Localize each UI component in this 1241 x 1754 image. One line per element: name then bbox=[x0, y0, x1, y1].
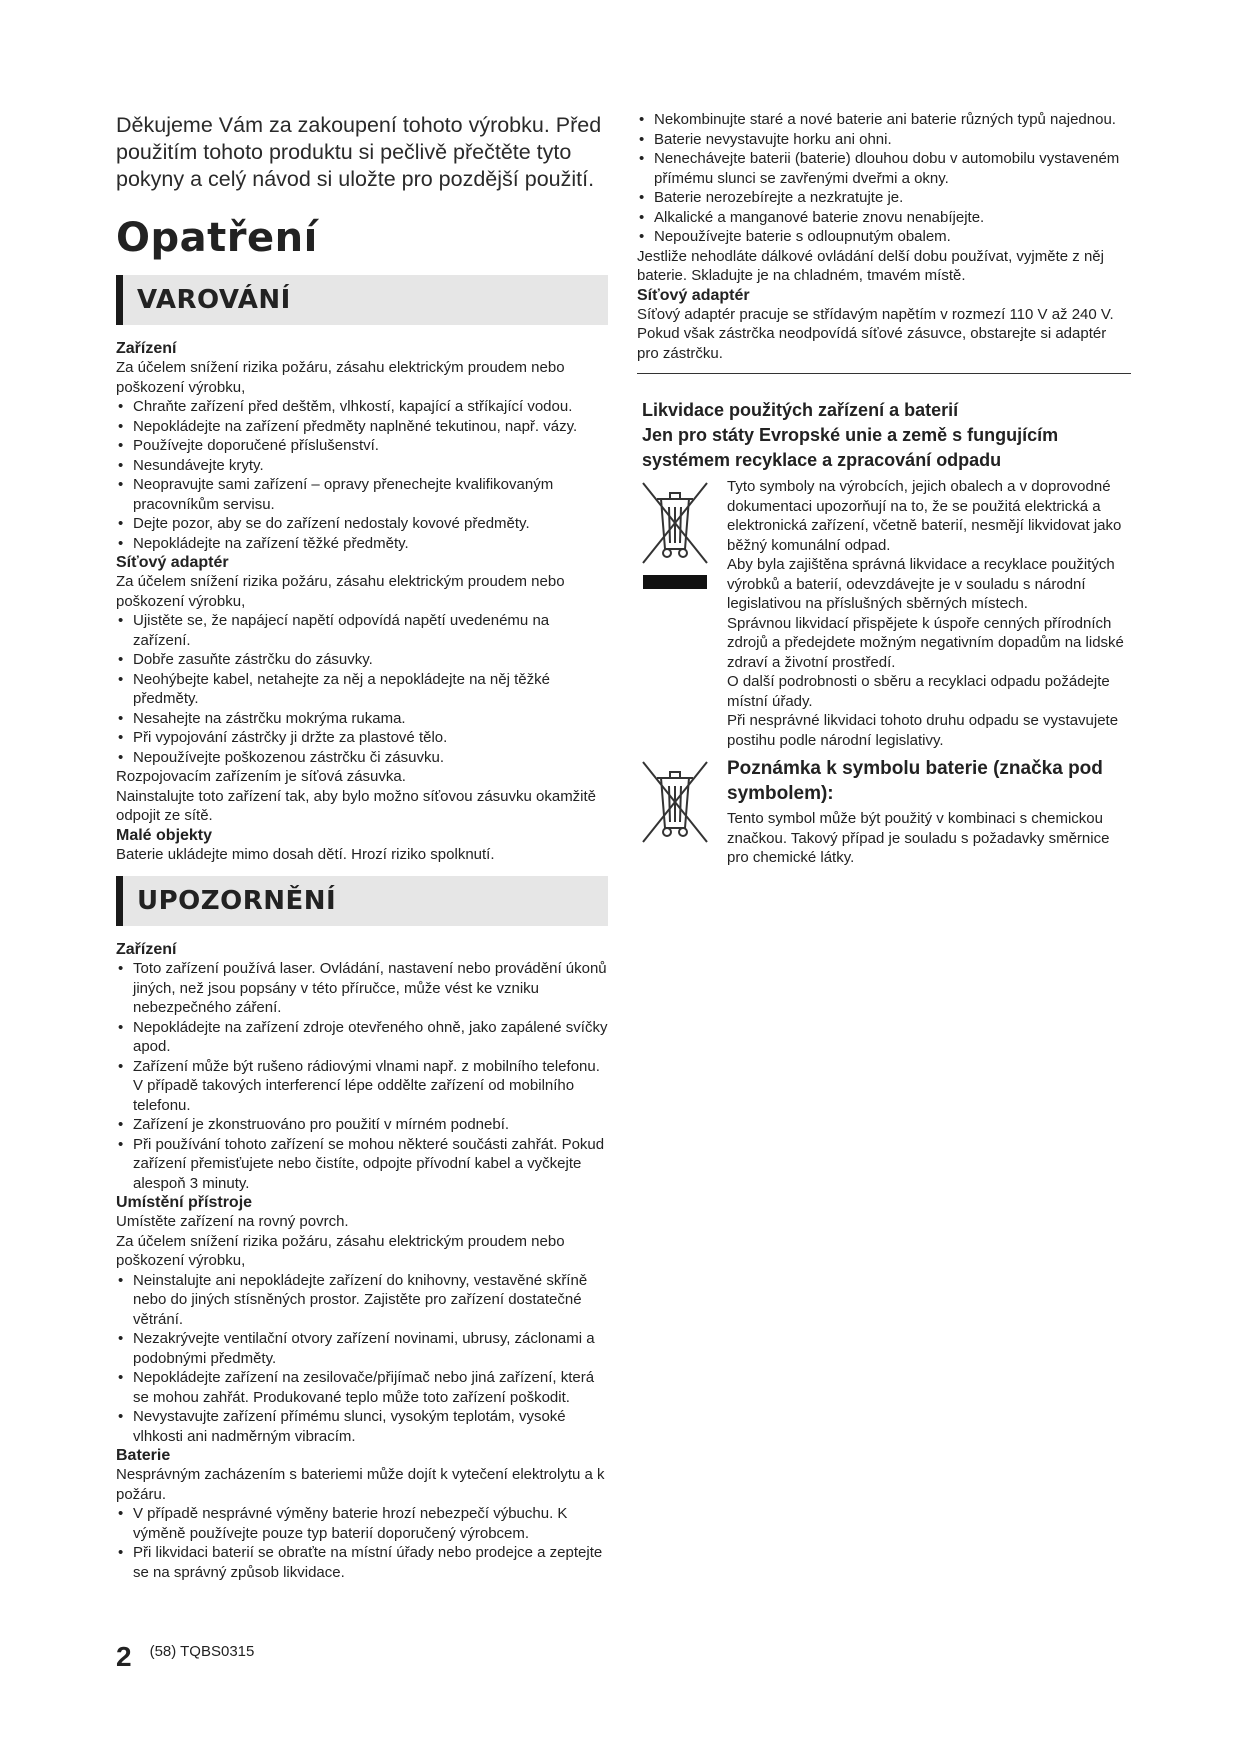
battery-note-text: Tento symbol může být použitý v kombinaci s chemickou značkou. Takový případ je souladu s požadavky směrnice pro chemické látky. bbox=[727, 810, 1110, 866]
warning-device-intro: Za účelem snížení rizika požáru, zásahu elektrickým proudem nebo poškození výrobku, bbox=[116, 359, 565, 396]
right-adapter-heading: Síťový adaptér bbox=[637, 286, 750, 304]
list-item: • Nekombinujte staré a nové baterie ani baterie různých typů najednou. bbox=[637, 110, 1131, 130]
disposal-text: Správnou likvidací přispějete k úspoře cenných přírodních zdrojů a předejdete možným negativním dopadům na lidské zdraví a životní prostředí. bbox=[727, 614, 1124, 671]
right-adapter-text2: Pokud však zástrčka neodpovídá síťové zásuvce, obstarejte si adaptér pro zástrčku. bbox=[637, 325, 1107, 362]
list-item: • Dobře zasuňte zástrčku do zásuvky. bbox=[116, 650, 608, 670]
page-footer bbox=[116, 1642, 254, 1672]
warning-banner bbox=[116, 275, 608, 325]
disposal-text: O další podrobnosti o sběru a recyklaci odpadu požádejte místní úřady. bbox=[727, 673, 1110, 710]
disposal-heading: Likvidace použitých zařízení a baterií bbox=[642, 400, 959, 420]
list-item: • Při vypojování zástrčky ji držte za plastové tělo. bbox=[116, 728, 608, 748]
list-item: • V případě nesprávné výměny baterie hrozí nebezpečí výbuchu. K výměně používejte pouze typ baterií doporučený výrobcem. bbox=[116, 1504, 608, 1543]
intro-text: Děkujeme Vám za zakoupení tohoto výrobku. Před použitím tohoto produktu si pečlivě přečtěte tyto pokyny a celý návod si uložte pro pozdější použití. bbox=[116, 113, 602, 191]
warning-adapter-intro: Za účelem snížení rizika požáru, zásahu elektrickým proudem nebo poškození výrobku, bbox=[116, 573, 565, 610]
caution-banner-label: UPOZORNĚNÍ bbox=[137, 886, 337, 916]
list-item: • Nepokládejte na zařízení zdroje otevřeného ohně, jako zapálené svíčky apod. bbox=[116, 1018, 608, 1057]
list-item: • Nepokládejte na zařízení předměty naplněné tekutinou, např. vázy. bbox=[116, 417, 608, 437]
weee-symbol bbox=[637, 477, 717, 750]
warning-adapter-note1: Rozpojovacím zařízením je síťová zásuvka. bbox=[116, 768, 406, 785]
disposal-text: Aby byla zajištěna správná likvidace a recyklace použitých výrobků a baterií, odevzdávejte je v souladu s národní legislativou na příslušných sběrných místech. bbox=[727, 556, 1115, 612]
list-item: • Chraňte zařízení před deštěm, vlhkostí, kapající a stříkající vodou. bbox=[116, 397, 608, 417]
small-objects-heading: Malé objekty bbox=[116, 826, 213, 844]
list-item: • Nepoužívejte poškozenou zástrčku či zásuvku. bbox=[116, 748, 608, 768]
list-item: • Dejte pozor, aby se do zařízení nedostaly kovové předměty. bbox=[116, 514, 608, 534]
placement-text2: Za účelem snížení rizika požáru, zásahu elektrickým proudem nebo poškození výrobku, bbox=[116, 1232, 565, 1269]
list-item: • Nezakrývejte ventilační otvory zařízení novinami, ubrusy, záclonami a podobnými předměty. bbox=[116, 1329, 608, 1368]
list-item: • Baterie nerozebírejte a nezkratujte je. bbox=[637, 188, 1131, 208]
list-item: • Zařízení může být rušeno rádiovými vlnami např. z mobilního telefonu. V případě takových interferencí lépe oddělte zařízení od mobilního telefonu. bbox=[116, 1057, 608, 1116]
warning-adapter-note2: Nainstalujte toto zařízení tak, aby bylo možno síťovou zásuvku okamžitě odpojit ze sítě. bbox=[116, 787, 597, 824]
list-item: • Neopravujte sami zařízení – opravy přenechejte kvalifikovaným pracovníkům servisu. bbox=[116, 475, 608, 514]
list-item: • Nepoužívejte baterie s odloupnutým obalem. bbox=[637, 227, 1131, 247]
page-number: 2 bbox=[116, 1641, 132, 1672]
small-objects-text: Baterie ukládejte mimo dosah dětí. Hrozí riziko spolknutí. bbox=[116, 845, 495, 863]
right-adapter-text1: Síťový adaptér pracuje se střídavým napětím v rozmezí 110 V až 240 V. bbox=[637, 305, 1114, 323]
document-code: (58) TQBS0315 bbox=[149, 1643, 255, 1660]
list-item: • Při likvidaci baterií se obraťte na místní úřady nebo prodejce a zeptejte se na správný způsob likvidace. bbox=[116, 1543, 608, 1582]
list-item: • Ujistěte se, že napájecí napětí odpovídá napětí uvedenému na zařízení. bbox=[116, 611, 608, 650]
battery-heading: Baterie bbox=[116, 1447, 171, 1464]
battery-note-heading: Poznámka k symbolu baterie (značka pod symbolem): bbox=[727, 758, 1103, 804]
list-item: • Používejte doporučené příslušenství. bbox=[116, 436, 608, 456]
list-item: • Nevystavujte zařízení přímému slunci, vysokým teplotám, vysoké vlhkosti ani nadměrným vibracím. bbox=[116, 1407, 608, 1446]
remote-battery-text: Jestliže nehodláte dálkové ovládání delší dobu používat, vyjměte z něj baterie. Skladujte je na chladném, tmavém místě. bbox=[637, 247, 1104, 284]
right-column bbox=[637, 110, 1131, 868]
disposal-text: Při nesprávné likvidaci tohoto druhu odpadu se vystavujete postihu podle národní legislativy. bbox=[727, 712, 1119, 749]
banner-bar bbox=[116, 275, 123, 325]
battery-text: Nesprávným zacházením s bateriemi může dojít k vytečení elektrolytu a k požáru. bbox=[116, 1466, 605, 1503]
list-item: • Nepokládejte zařízení na zesilovače/přijímač nebo jiná zařízení, která se mohou zahřát. Produkované teplo může toto zařízení poškodit. bbox=[116, 1368, 608, 1407]
warning-banner-label: VAROVÁNÍ bbox=[137, 285, 291, 315]
list-item: • Neohýbejte kabel, netahejte za něj a nepokládejte na něj těžké předměty. bbox=[116, 670, 608, 709]
caution-device-list bbox=[116, 959, 608, 1193]
left-column bbox=[116, 112, 608, 1582]
crossed-bin-icon bbox=[637, 477, 713, 607]
right-battery-list bbox=[637, 110, 1131, 247]
warning-adapter-heading: Síťový adaptér bbox=[116, 554, 229, 571]
warning-adapter-list bbox=[116, 611, 608, 767]
caution-banner bbox=[116, 876, 608, 926]
section-divider bbox=[637, 373, 1131, 374]
list-item: • Neinstalujte ani nepokládejte zařízení do knihovny, vestavěné skříně nebo do jiných stísněných prostor. Zajistěte pro zařízení dostatečné větrání. bbox=[116, 1271, 608, 1330]
list-item: • Nenechávejte baterii (baterie) dlouhou dobu v automobilu vystaveném přímému slunci se zavřenými dveřmi a okny. bbox=[637, 149, 1131, 188]
warning-device-list bbox=[116, 397, 608, 553]
crossed-bin-icon bbox=[637, 756, 713, 846]
list-item: • Nesahejte na zástrčku mokrýma rukama. bbox=[116, 709, 608, 729]
banner-bar bbox=[116, 876, 123, 926]
list-item: • Nesundávejte kryty. bbox=[116, 456, 608, 476]
placement-heading: Umístění přístroje bbox=[116, 1194, 253, 1211]
list-item: • Alkalické a manganové baterie znovu nenabíjejte. bbox=[637, 208, 1131, 228]
caution-device-heading: Zařízení bbox=[116, 941, 177, 958]
list-item: • Zařízení je zkonstruováno pro použití v mírném podnebí. bbox=[116, 1115, 608, 1135]
placement-text1: Umístěte zařízení na rovný povrch. bbox=[116, 1213, 349, 1230]
list-item: • Toto zařízení používá laser. Ovládání, nastavení nebo provádění úkonů jiných, než jsou popsány v této příručce, může vést ke vzniku nebezpečného záření. bbox=[116, 959, 608, 1018]
list-item: • Při používání tohoto zařízení se mohou některé součásti zahřát. Pokud zařízení přemisťujete nebo čistíte, odpojte přívodní kabel a vyčkejte alespoň 3 minuty. bbox=[116, 1135, 608, 1194]
page-title: Opatření bbox=[116, 215, 318, 261]
list-item: • Nepokládejte na zařízení těžké předměty. bbox=[116, 534, 608, 554]
disposal-block bbox=[637, 477, 1131, 750]
disposal-subheading: Jen pro státy Evropské unie a země s fungujícím systémem recyklace a zpracování odpadu bbox=[642, 425, 1059, 470]
battery-symbol-note bbox=[637, 756, 1131, 868]
list-item: • Baterie nevystavujte horku ani ohni. bbox=[637, 130, 1131, 150]
placement-list bbox=[116, 1271, 608, 1447]
battery-note-texts bbox=[717, 756, 1131, 868]
battery-weee-symbol bbox=[637, 756, 717, 868]
disposal-text: Tyto symboly na výrobcích, jejich obalech a v doprovodné dokumentaci upozorňují na to, že se použitá elektrická a elektronická zařízení, včetně baterií, nesmějí likvidovat jako běžný komunální odpad. bbox=[727, 478, 1122, 554]
battery-list bbox=[116, 1504, 608, 1582]
disposal-texts bbox=[717, 477, 1131, 750]
warning-device-heading: Zařízení bbox=[116, 340, 177, 357]
